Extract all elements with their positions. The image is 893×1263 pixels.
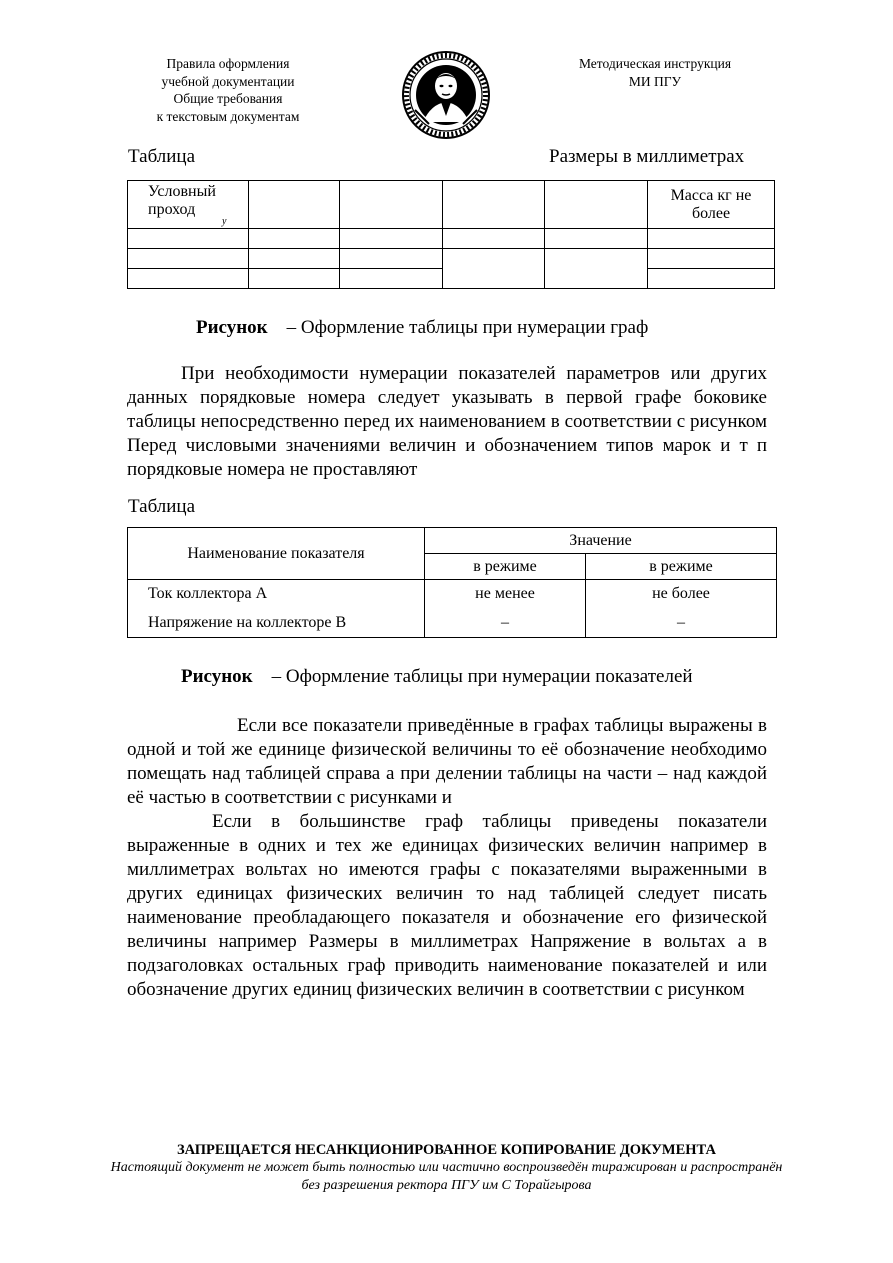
table1-label: Таблица [128, 146, 196, 167]
table1 [127, 180, 775, 289]
paragraph-2 [127, 714, 767, 1002]
footer [100, 1141, 793, 1195]
table1-merged-cell [443, 249, 545, 289]
figure2-caption-text: – Оформление таблицы при нумерации показателей [271, 666, 693, 687]
table2-row-2-v2: – [586, 609, 777, 638]
figure2-caption [181, 666, 693, 688]
table1-cell [340, 249, 443, 269]
table2-header-mode-1: в режиме [425, 554, 586, 580]
table1-cell [340, 269, 443, 289]
table1-header-subscript: у [222, 216, 227, 227]
table2 [127, 527, 777, 638]
table2-header-mode-2: в режиме [586, 554, 777, 580]
table1-cell [249, 229, 340, 249]
table1-units-note: Размеры в миллиметрах [549, 146, 745, 167]
table1-cell [128, 229, 249, 249]
header-left-line-2: учебной документации [161, 73, 295, 89]
header-right-line-2: МИ ПГУ [628, 73, 682, 89]
paragraph-3-text: Если в большинстве граф таблицы приведены показатели выраженные в одних и тех же единицах физических величин например в миллиметрах вольтах но имеются графы с показателями выраженными в других единицах физических величин то над таблицей следует писать наименование преобладающего показателя и обозначение его физической величины например Размеры в миллиметрах Напряжение в вольтах а в подзаголовках остальных граф приводить наименование показателей и или обозначение других единиц физических величин в соответствии с рисунком [127, 811, 767, 1000]
table1-header-cell-3 [340, 181, 443, 229]
university-seal-icon [401, 50, 491, 140]
footer-notice: Настоящий документ не может быть полностью или частично воспроизведён тиражирован и распространён без разрешения ректора ПГУ им С Торайгырова [110, 1160, 783, 1193]
table1-cell [128, 249, 249, 269]
figure2-caption-bold: Рисунок [181, 666, 253, 687]
table1-cell [249, 269, 340, 289]
table2-header-name: Наименование показателя [128, 528, 425, 580]
table2-row-2-v1: – [425, 609, 586, 638]
table2-row-1-name: Ток коллектора А [128, 580, 425, 609]
table1-header-cell-5 [545, 181, 648, 229]
table2-row-2-name: Напряжение на коллекторе В [128, 609, 425, 638]
table1-cell [128, 269, 249, 289]
table1-header-line: Условный проход [148, 183, 216, 218]
header-right-line-1: Методическая инструкция [578, 56, 732, 71]
paragraph-1-text: При необходимости нумерации показателей параметров или других данных порядковые номера следует указывать в первой графе боковике таблицы непосредственно перед их наименованием в соответствии с рисунком Перед числовыми значениями величин и обозначением типов марок и т п порядковые номера не проставляют [127, 363, 767, 480]
table1-cell [648, 269, 775, 289]
table1-header-cell-4 [443, 181, 545, 229]
table1-cell [648, 229, 775, 249]
header-left-line-1: Правила оформления [166, 56, 290, 71]
paragraph-1 [127, 362, 767, 482]
table1-header-cell-mass: Масса кг не более [648, 181, 775, 229]
figure1-caption-bold: Рисунок [196, 317, 268, 338]
table1-cell [249, 249, 340, 269]
header-left-block [128, 55, 328, 125]
table1-cell [545, 229, 648, 249]
table1-cell [443, 229, 545, 249]
table2-row-1-v1: не менее [425, 580, 586, 609]
table1-merged-cell [545, 249, 648, 289]
table2-row-1-v2: не более [586, 580, 777, 609]
table2-label: Таблица [128, 496, 196, 517]
table1-cell [648, 249, 775, 269]
table1-header-cell-1 [128, 181, 249, 229]
header-left-line-3: Общие требования [173, 91, 283, 106]
header-right-block [560, 55, 750, 90]
paragraph-2-text: Если все показатели приведённые в графах таблицы выражены в одной и той же единице физической величины то её обозначение необходимо помещать над таблицей справа а при делении таблицы на части – над каждой её частью в соответствии с рисунками и [127, 715, 767, 808]
table2-header-value: Значение [425, 528, 777, 554]
footer-warning: ЗАПРЕЩАЕТСЯ НЕСАНКЦИОНИРОВАННОЕ КОПИРОВАНИЕ ДОКУМЕНТА [177, 1142, 716, 1158]
figure1-caption [196, 317, 648, 339]
table1-header-cell-2 [249, 181, 340, 229]
table1-cell [340, 229, 443, 249]
header-left-line-4: к текстовым документам [156, 108, 300, 124]
figure1-caption-text: – Оформление таблицы при нумерации граф [286, 317, 649, 338]
